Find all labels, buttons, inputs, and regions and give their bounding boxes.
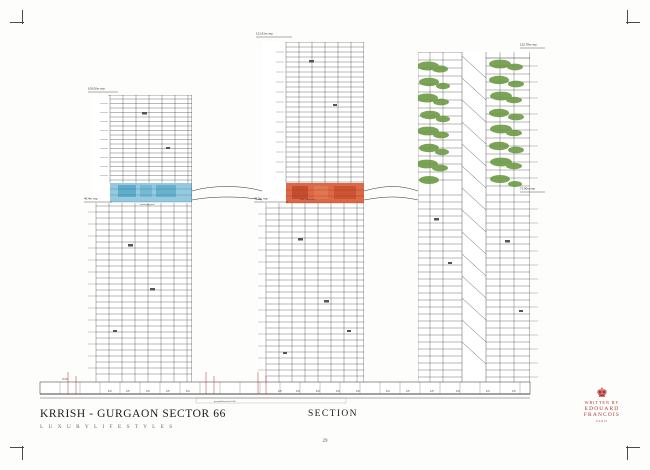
elevation-label-tower-c-top: 121.61m nvp: [256, 31, 273, 36]
svg-text:4.5: 4.5: [146, 390, 150, 393]
tower-e: [416, 52, 530, 382]
svg-text:6.0: 6.0: [108, 390, 112, 393]
elevation-label-tower-e-mid: 71.90m nvp: [520, 186, 536, 191]
sky-bridge-right: [364, 187, 418, 201]
ground-level-note: ground floor level 0.00: [214, 401, 236, 403]
titleblock: [40, 408, 460, 430]
svg-text:6.0: 6.0: [386, 390, 390, 393]
level-ticks-tower-e: [530, 66, 538, 377]
svg-text:4.5: 4.5: [430, 390, 434, 393]
page-number: 29: [322, 439, 328, 444]
elevation-label-podium-mid: 46.5m nvp: [254, 196, 268, 201]
svg-text:6.0: 6.0: [486, 390, 490, 393]
club-label: club / amenities: [300, 199, 316, 201]
elevation-label-podium-left: 46.4m nvp: [84, 196, 98, 201]
svg-text:4.5: 4.5: [512, 390, 516, 393]
tower-b: [92, 95, 192, 382]
crown-icon: ♚: [596, 385, 608, 400]
drawing-name: SECTION: [308, 409, 358, 419]
elevation-label-tower-e-top: 122.78m nvp: [520, 42, 537, 47]
svg-text:3.5: 3.5: [456, 390, 460, 393]
svg-text:4.5: 4.5: [278, 390, 282, 393]
svg-text:6.0: 6.0: [186, 390, 190, 393]
svg-text:3.5: 3.5: [296, 390, 300, 393]
svg-text:6.0: 6.0: [316, 390, 320, 393]
logo-line-1: WRITTEN BY: [584, 400, 620, 405]
pool-label: swimming pool: [140, 204, 155, 206]
logo-line-4: PARIS: [596, 419, 608, 423]
page-title: KRRISH - GURGAON SECTOR 66: [40, 408, 226, 420]
elevation-label-tower-b-top: 100.00m nvp: [88, 86, 105, 91]
svg-text:3.5: 3.5: [406, 390, 410, 393]
datum-label: ±0.00: [62, 378, 68, 381]
tower-c: [262, 42, 364, 382]
logo-line-2: EDOUARD: [584, 406, 620, 412]
svg-text:3.5: 3.5: [126, 390, 130, 393]
svg-text:3.5: 3.5: [166, 390, 170, 393]
svg-text:3.5: 3.5: [336, 390, 340, 393]
architect-logo-stamp: [578, 386, 626, 436]
logo-line-3: FRANCOIS: [583, 412, 621, 418]
project-subtitle: L U X U R Y L I F E S T Y L E S: [40, 424, 175, 430]
svg-text:4.5: 4.5: [356, 390, 360, 393]
sky-bridge-left: [192, 187, 262, 201]
